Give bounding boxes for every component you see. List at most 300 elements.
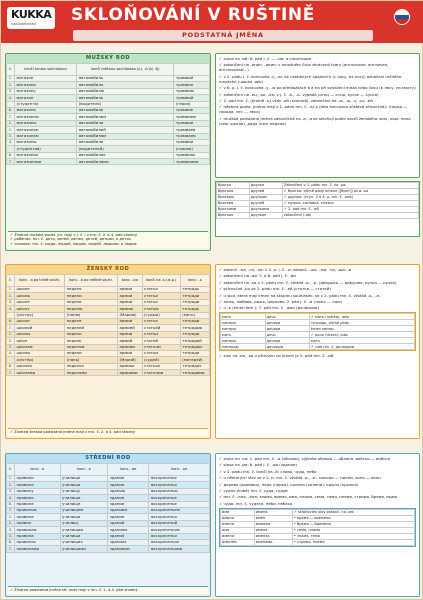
feminine-mini-cell: дочери — [265, 326, 309, 332]
feminine-cell: тетради — [180, 331, 209, 337]
feminine-cell: тетради — [180, 293, 209, 299]
feminine-note: ✓ u slov, která mají kmen na skupinu souhlásek, se v 2. pádu mn. č. vkládá -о-, -е- — [219, 292, 381, 298]
neuter-cell: училищами — [60, 546, 108, 552]
neuter-cell: зданий — [108, 520, 149, 526]
masculine-cell: автомобиль — [77, 95, 174, 101]
page-subtitle: PODSTATNÁ JMÉNA — [73, 30, 373, 41]
neuter-mini-cell: именах — [254, 533, 292, 539]
case-number: 7. — [7, 507, 15, 513]
neuter-note: ✓ u některých slov se v 2. p. mn. č. vkládá -о-, -е-: письмо — писем, окно — окон — [219, 475, 381, 481]
feminine-cell: (Марий) — [117, 357, 142, 363]
neuter-cell: воскресений — [149, 520, 210, 526]
neuter-special-box — [219, 508, 416, 547]
feminine-cell: тетради — [180, 350, 209, 356]
feminine-cell: (мать) — [180, 312, 209, 318]
feminine-cell: тетрадь — [180, 306, 209, 312]
masculine-footnote: ✓ Životná mužská podst. jm. mají v j. č. i v mn. č. 2. a 4. pád shodný ✓ ребёнок: mn. č. дети, детей, детям, детей, детьми, о детях ✓ человек: mn. č. люди, людей, людям, людей, людьми, о людях — [8, 231, 208, 248]
masculine-note: ✓ 2. pád mn. č. (kromě -ц) vždy -ей (ключей), zakončení na -ж, -ш, -ч, -щ: -ей — [219, 97, 373, 103]
neuter-mini-cell: имена — [254, 527, 292, 533]
feminine-cell: (матерей) — [180, 357, 209, 363]
masculine-cell: магазином — [15, 114, 77, 120]
feminine-cell: (няню) — [65, 312, 118, 318]
feminine-cell: школы — [15, 331, 65, 337]
feminine-note: ✓ zakonč. -ка, -га, -ха: v 2. p. j. č. -и; zakonč. -ша, -жа, -ча, -ща: -и — [219, 267, 352, 272]
neuter-cell: здании — [108, 501, 149, 507]
col-soft2-header — [174, 64, 210, 76]
case-number: 1. — [7, 120, 15, 126]
feminine-cell: школой — [15, 325, 65, 331]
feminine-special-box — [219, 312, 416, 351]
masculine-cell: трамваях — [174, 152, 210, 158]
masculine-note: ✓ slova na -ий: 6. pád j. č. — -ии: о санатории — [219, 56, 312, 61]
feminine-section — [5, 264, 211, 439]
case-number: 1. — [7, 331, 15, 337]
neuter-cell: правила — [15, 482, 61, 488]
masculine-cell: автомобиле — [77, 107, 174, 113]
masculine-mini-cell: братьев — [217, 189, 250, 195]
feminine-cell: неделями — [65, 370, 118, 376]
masculine-cell: (студента) — [15, 101, 77, 107]
masculine-cell: магазинами — [15, 159, 77, 165]
neuter-mini-cell: • время — времени — [292, 515, 414, 521]
masculine-cell: (водителя) — [77, 101, 174, 107]
feminine-row — [7, 370, 210, 376]
feminine-cell: школы — [15, 350, 65, 356]
neuter-cell: воскресеньях — [149, 539, 210, 545]
neuter-mini-cell: имена — [254, 509, 292, 515]
feminine-cell: статьями — [142, 370, 180, 376]
neuter-cell: воскресеньям — [149, 527, 210, 533]
feminine-cell: армией — [117, 325, 142, 331]
masculine-mini-cell: друзьям — [249, 195, 282, 201]
neuter-cell: здания — [108, 514, 149, 520]
masculine-cell: автомобилях — [77, 152, 174, 158]
feminine-col-header: končí na -ь (ж.р.) — [142, 275, 180, 287]
feminine-cell: неделях — [65, 363, 118, 369]
feminine-cell: тетрадями — [180, 370, 209, 376]
feminine-table — [6, 274, 210, 376]
case-number: 4. — [7, 139, 15, 145]
masculine-cell: магазин — [15, 76, 77, 82]
masculine-cell: автомобили — [77, 139, 174, 145]
masculine-cell: магазинах — [15, 152, 77, 158]
feminine-cell: армию — [117, 306, 142, 312]
feminine-cell: армиям — [117, 344, 142, 350]
case-number: 2. — [7, 293, 15, 299]
publisher-logo — [7, 7, 55, 29]
feminine-cell: статьи — [142, 331, 180, 337]
feminine-cell: (судью) — [142, 312, 180, 318]
case-number: 6. — [7, 152, 15, 158]
case-number: 1. — [7, 76, 15, 82]
case-number: 2. — [7, 338, 15, 344]
feminine-cell: (судей) — [142, 357, 180, 363]
neuter-cell: здание — [108, 495, 149, 501]
feminine-cell: школами — [15, 370, 65, 376]
neuter-cell: воскресенья — [149, 533, 210, 539]
masculine-note: ✓ mužská podstatná jména zakončená na -а, -я se skloňují podle vzorů ženského rodu, např. папа (vzor школа), дядя (vzor неделя) — [219, 115, 411, 126]
masculine-mini-cell: друзей — [249, 189, 282, 195]
feminine-cell: тетради — [180, 299, 209, 305]
neuter-cell: воскресеньем — [149, 507, 210, 513]
feminine-cell: тетради — [180, 318, 209, 324]
neuter-heading: STŘEDNÍ ROD — [6, 454, 210, 463]
neuter-notes — [215, 453, 420, 597]
neuter-cell: правило — [15, 476, 61, 482]
neuter-cell: училища — [60, 533, 108, 539]
neuter-cell: училище — [60, 476, 108, 482]
masculine-mini-cell: друзей — [249, 201, 282, 207]
masculine-cell: автомобилю — [77, 88, 174, 94]
masculine-cell: автомобилем — [77, 114, 174, 120]
neuter-col-header: konc. -ье — [149, 464, 210, 476]
masculine-plural-box — [215, 181, 420, 237]
neuter-cell: правило — [15, 495, 61, 501]
neuter-cell: зданию — [108, 488, 149, 494]
feminine-cell: (сестёр) — [15, 357, 65, 363]
col-case-header: č. — [7, 64, 15, 76]
feminine-note: ✓ zakončení na -ка v 2. pádu mn. č. vkládá -о-, -е- (девушка — девушек, ручка — ручек) — [219, 279, 397, 285]
feminine-cell: школах — [15, 363, 65, 369]
feminine-cell: статья — [142, 287, 180, 293]
case-number: 2. — [7, 127, 15, 133]
neuter-section — [5, 453, 211, 597]
feminine-mini-row — [221, 344, 415, 350]
neuter-cell: правила — [15, 533, 61, 539]
feminine-mini-cell: матери — [221, 320, 266, 326]
masculine-cell: автомобиля — [77, 82, 174, 88]
feminine-cell: армии — [117, 331, 142, 337]
neuter-col-header: konc. -ие — [108, 464, 149, 476]
feminine-col-header: konc. -ь — [180, 275, 209, 287]
case-number: 4. — [7, 495, 15, 501]
masculine-cell: (студентов) — [15, 146, 77, 152]
case-number: 6. — [7, 107, 15, 113]
case-number: 3. — [7, 88, 15, 94]
case-number: 6. — [7, 501, 15, 507]
feminine-cell: армиях — [117, 363, 142, 369]
masculine-cell: трамваям — [174, 133, 210, 139]
masculine-mini-cell: друзьях — [249, 213, 282, 219]
feminine-cell: школ — [15, 338, 65, 344]
case-number: 7. — [7, 325, 15, 331]
feminine-col-header: konc. -я po měkké souhl. — [65, 275, 118, 287]
feminine-notes — [215, 264, 420, 439]
feminine-cell: неделю — [65, 306, 118, 312]
col-case-header: č. — [7, 464, 15, 476]
neuter-cell: училищу — [60, 488, 108, 494]
feminine-cell: школам — [15, 344, 65, 350]
masculine-cell: магазину — [15, 88, 77, 94]
feminine-note: ✓ u -ь (kmen fem.): 7. pád mn. č. -ями (дочерьми) — [219, 305, 319, 311]
feminine-cell: (сестру) — [15, 312, 65, 318]
feminine-cell: статьи — [142, 350, 180, 356]
feminine-cell: тетрадь — [180, 287, 209, 293]
masculine-row — [7, 159, 210, 165]
neuter-mini-cell: • бремя — бремени — [292, 521, 414, 527]
feminine-cell: школе — [15, 318, 65, 324]
feminine-cell: недель — [65, 338, 118, 344]
feminine-cell: статье — [142, 299, 180, 305]
masculine-cell: трамваю — [174, 88, 210, 94]
case-number: 2. — [7, 482, 15, 488]
masculine-note: ✓ některá podst. jména mají v 1. pádu mn. č. -а/-я (tato koncovka zůstává přízvučná): (город — города, лес — леса) — [219, 104, 408, 115]
feminine-cell: (Марию) — [117, 312, 142, 318]
masculine-note: ✓ v 2. pádu j. č. koncovka -у, -ю: ve ustálených spojeních (с часу, из носу) označení určitého množství (чашка чаю) — [219, 73, 402, 84]
neuter-cell: правилах — [15, 539, 61, 545]
neuter-mini-cell: именем — [221, 539, 255, 545]
masculine-cell: автомобиль — [77, 76, 174, 82]
case-number: 4. — [7, 95, 15, 101]
masculine-cell: автомобили — [77, 120, 174, 126]
case-number: 3. — [7, 488, 15, 494]
feminine-mini-cell: дочь — [265, 332, 309, 338]
feminine-cell: армия — [117, 287, 142, 293]
case-number: 3. — [7, 344, 15, 350]
masculine-cell: трамваем — [174, 114, 210, 120]
neuter-mini-cell: именами — [254, 539, 292, 545]
feminine-mini-cell: матери — [221, 338, 266, 344]
feminine-cell: тетрадям — [180, 344, 209, 350]
masculine-cell: трамвае — [174, 107, 210, 113]
masculine-cell: магазинов — [15, 127, 77, 133]
case-number: 4. — [7, 306, 15, 312]
neuter-cell: зданиях — [108, 539, 149, 545]
masculine-note: ✓ v 6. p. j. č. koncovka -у, -ю po předložkách в a на při označení místa nebo času (в лесу, на мосту) — [219, 85, 416, 91]
feminine-mini-cell: мать — [221, 332, 266, 338]
feminine-note: ✓ přízvučné -ья ve 2. pádu mn. č. -ей (статья — статей) — [219, 286, 331, 292]
feminine-cell: школе — [15, 299, 65, 305]
feminine-cell: статьям — [142, 344, 180, 350]
masculine-mini-cell: zakončení (-ов) — [282, 213, 418, 219]
feminine-cell: статьях — [142, 363, 180, 369]
masculine-cell: (героя) — [174, 101, 210, 107]
masculine-cell: трамваи — [174, 120, 210, 126]
case-number: 3. — [7, 133, 15, 139]
case-number: 7. — [7, 370, 15, 376]
masculine-cell: магазинам — [15, 133, 77, 139]
neuter-mini-cell: именам — [254, 521, 292, 527]
feminine-cell: статье — [142, 318, 180, 324]
feminine-mini-cell: ✓ мать (matka): jako — [309, 314, 414, 320]
neuter-col-header: konc. -о — [15, 464, 61, 476]
feminine-note: ✓ ложь, любовь, рожь, церковь: 2. pád j. č. -и (ложь — лжи) — [219, 298, 343, 304]
neuter-note: ✓ чудо: mn. č. чудеса, небо: небеса — [219, 500, 293, 506]
feminine-footnote: ✓ Životná ženská podstatná jména mají v mn. č. 2. a 4. pád shodný — [8, 428, 208, 436]
neuter-cell: училищ — [60, 520, 108, 526]
masculine-cell: трамваев — [174, 127, 210, 133]
neuter-mini-cell: имени — [221, 521, 255, 527]
masculine-mini-cell: ✓ братья: přímé pády kmene ([брат]) plus -ья — [282, 189, 418, 195]
feminine-col-header: konc. -a po tvrdé souhl. — [15, 275, 65, 287]
feminine-col-header: konc. -ия — [117, 275, 142, 287]
neuter-table — [6, 463, 210, 553]
feminine-mini-cell: мать — [221, 314, 266, 320]
masculine-mini-cell: ✓ мужья, сыновья, князья — [282, 201, 418, 207]
neuter-cell: правилу — [15, 488, 61, 494]
neuter-footnote: ✓ Životná podstatná jména stř. rodu mají v mn. č. 2. a 4. pád shodný — [8, 586, 208, 594]
feminine-cell: армии — [117, 350, 142, 356]
logo-text: KUKKA — [11, 8, 52, 21]
feminine-mini-cell: матерью — [221, 344, 266, 350]
masculine-note: ✓ zakončení na -ец, -ок, -ек: v j. č. -е-, -о- vypadá (отец — отца, кусок — куска) — [219, 91, 379, 97]
masculine-cell: трамвай — [174, 95, 210, 101]
neuter-cell: воскресенья — [149, 514, 210, 520]
neuter-cell: училищем — [60, 507, 108, 513]
case-number: 2. — [7, 82, 15, 88]
feminine-cell: армии — [117, 318, 142, 324]
neuter-cell: здание — [108, 476, 149, 482]
masculine-cell: трамвай — [174, 76, 210, 82]
feminine-mini-cell: тетрадь, přímé pády — [309, 320, 414, 326]
masculine-mini-cell: ✓ 2. pád mn. č. -ей — [282, 207, 418, 213]
feminine-mini-cell: 7. pád mn. č. дочерьми — [309, 344, 414, 350]
masculine-cell: магазине — [15, 107, 77, 113]
feminine-cell: школу — [15, 306, 65, 312]
neuter-mini-cell: имени — [221, 533, 255, 539]
feminine-cell: недели — [65, 331, 118, 337]
feminine-cell: недели — [65, 293, 118, 299]
masculine-heading: MUŽSKÝ ROD — [6, 54, 210, 63]
feminine-cell: армиями — [117, 370, 142, 376]
case-number: 3. — [7, 299, 15, 305]
feminine-cell: недели — [65, 350, 118, 356]
case-number: 7. — [7, 546, 15, 552]
feminine-cell: неделе — [65, 299, 118, 305]
masculine-note: ✓ zakončení na -анин, -янин: v množném čísle zkrácené tvary (англичане, англичан, англичанам...) — [219, 62, 389, 73]
case-number: 1. — [7, 287, 15, 293]
feminine-cell: статьёй — [142, 325, 180, 331]
header-banner — [1, 1, 423, 43]
neuter-cell: правиле — [15, 501, 61, 507]
feminine-mini-cell: kmen матер- — [309, 326, 414, 332]
neuter-mini-cell: имя — [221, 527, 255, 533]
feminine-cell: армии — [117, 299, 142, 305]
masculine-mini-cell: братьям — [217, 195, 250, 201]
feminine-bottom-note: ✓ slov na -ия, -ья v přízvuku na kmeni je 2. pád mn. č. -ий — [219, 353, 334, 359]
neuter-cell: воскресенье — [149, 476, 210, 482]
feminine-cell: неделя — [65, 287, 118, 293]
neuter-cell: училищам — [60, 527, 108, 533]
feminine-cell: тетрадей — [180, 338, 209, 344]
masculine-cell: магазины — [15, 120, 77, 126]
feminine-mini-cell: ✓ дочь (dcera): jako — [309, 332, 414, 338]
neuter-mini-cell: имени — [221, 515, 255, 521]
masculine-mini-cell: братьях — [217, 213, 250, 219]
case-number: 6. — [7, 318, 15, 324]
masculine-mini-cell: братья — [217, 183, 250, 189]
feminine-cell: статью — [142, 306, 180, 312]
neuter-note: ✓ судно (kubě) mn. č. суда, судов — [219, 487, 288, 493]
feminine-cell: армий — [117, 338, 142, 344]
case-number: 4. — [7, 533, 15, 539]
russian-flag-icon — [394, 9, 410, 25]
case-number: 2. — [7, 520, 15, 526]
masculine-mini-cell: друзьями — [249, 207, 282, 213]
feminine-mini-cell: дочери — [265, 320, 309, 326]
masculine-table — [6, 63, 210, 165]
neuter-cell: правилам — [15, 527, 61, 533]
neuter-row — [7, 546, 210, 552]
neuter-cell: правила — [15, 514, 61, 520]
masculine-cell: трамваи — [174, 139, 210, 145]
masculine-mini-cell: друзья — [249, 183, 282, 189]
case-number: 7. — [7, 159, 15, 165]
masculine-cell: автомобилей — [77, 127, 174, 133]
neuter-note: ✓ mн. č. -ена, -ёна: знамя, время, имя, пламя, семя, темя, племя, стремя, бремя, вымя — [219, 494, 398, 500]
feminine-mini-cell: дочери — [265, 338, 309, 344]
case-number: 1. — [7, 476, 15, 482]
neuter-mini-cell: имён — [254, 515, 292, 521]
neuter-cell: здания — [108, 533, 149, 539]
neuter-cell: училище — [60, 495, 108, 501]
page-title: SKLOŇOVÁNÍ V RUŠTINĚ — [71, 5, 315, 25]
feminine-cell: статей — [142, 338, 180, 344]
neuter-mini-row — [221, 539, 415, 545]
masculine-cell: (героев) — [174, 146, 210, 152]
masculine-cell: трамвая — [174, 82, 210, 88]
neuter-cell: воскресеньями — [149, 546, 210, 552]
neuter-col-header: konc. -е — [60, 464, 108, 476]
col-hard-header: konči tvrdou souhláskou — [15, 64, 77, 76]
neuter-note: ✓ slova na -ко: 1. pád mn. č. -и (яблоко), výjimka облако — облака, войско — войска — [219, 456, 391, 461]
feminine-cell: неделям — [65, 344, 118, 350]
logo-subtitle: nakladatelství — [11, 22, 37, 26]
feminine-cell: армии — [117, 293, 142, 299]
masculine-cell: магазина — [15, 82, 77, 88]
feminine-cell: тетрадях — [180, 363, 209, 369]
masculine-cell: магазины — [15, 139, 77, 145]
neuter-cell: училище — [60, 501, 108, 507]
masculine-cell: трамваями — [174, 159, 210, 165]
neuter-cell: зданиями — [108, 546, 149, 552]
feminine-cell: статьи — [142, 293, 180, 299]
case-number: 6. — [7, 539, 15, 545]
feminine-mini-cell: матери — [221, 326, 266, 332]
neuter-cell: воскресенья — [149, 482, 210, 488]
masculine-mini-cell: братьев — [217, 201, 250, 207]
feminine-cell: (нянь) — [65, 357, 118, 363]
feminine-mini-cell: дочь — [265, 314, 309, 320]
case-number: 4. — [7, 350, 15, 356]
masculine-mini-cell: братьями — [217, 207, 250, 213]
neuter-cell: воскресенье — [149, 495, 210, 501]
neuter-cell: правилами — [15, 546, 61, 552]
neuter-cell: училища — [60, 514, 108, 520]
neuter-mini-cell: • стремя, племя — [292, 539, 414, 545]
neuter-cell: здания — [108, 482, 149, 488]
neuter-cell: воскресенью — [149, 488, 210, 494]
neuter-note: ✓ v 2. pádu mn. č. končí na -й: слово, чудо, небо — [219, 468, 317, 474]
neuter-cell: воскресенье — [149, 501, 210, 507]
neuter-cell: зданием — [108, 507, 149, 513]
case-number: 3. — [7, 527, 15, 533]
masculine-cell: магазин — [15, 95, 77, 101]
masculine-notes — [215, 53, 420, 178]
col-case-header: č. — [7, 275, 15, 287]
neuter-mini-cell: имя — [221, 509, 255, 515]
feminine-note: ✓ zakončení na -ия: 3. a 6. pád j. č. -ии — [219, 273, 296, 279]
neuter-cell: училищах — [60, 539, 108, 545]
neuter-cell: зданиям — [108, 527, 149, 533]
masculine-section — [5, 53, 211, 251]
feminine-cell: тетрадью — [180, 325, 209, 331]
masculine-mini-cell: Zakončení v 1. pádu mn. č. na -ья: — [282, 183, 418, 189]
feminine-cell: школа — [15, 287, 65, 293]
case-number: 7. — [7, 114, 15, 120]
neuter-cell: училища — [60, 482, 108, 488]
neuter-mini-cell: • семя, пламя — [292, 527, 414, 533]
